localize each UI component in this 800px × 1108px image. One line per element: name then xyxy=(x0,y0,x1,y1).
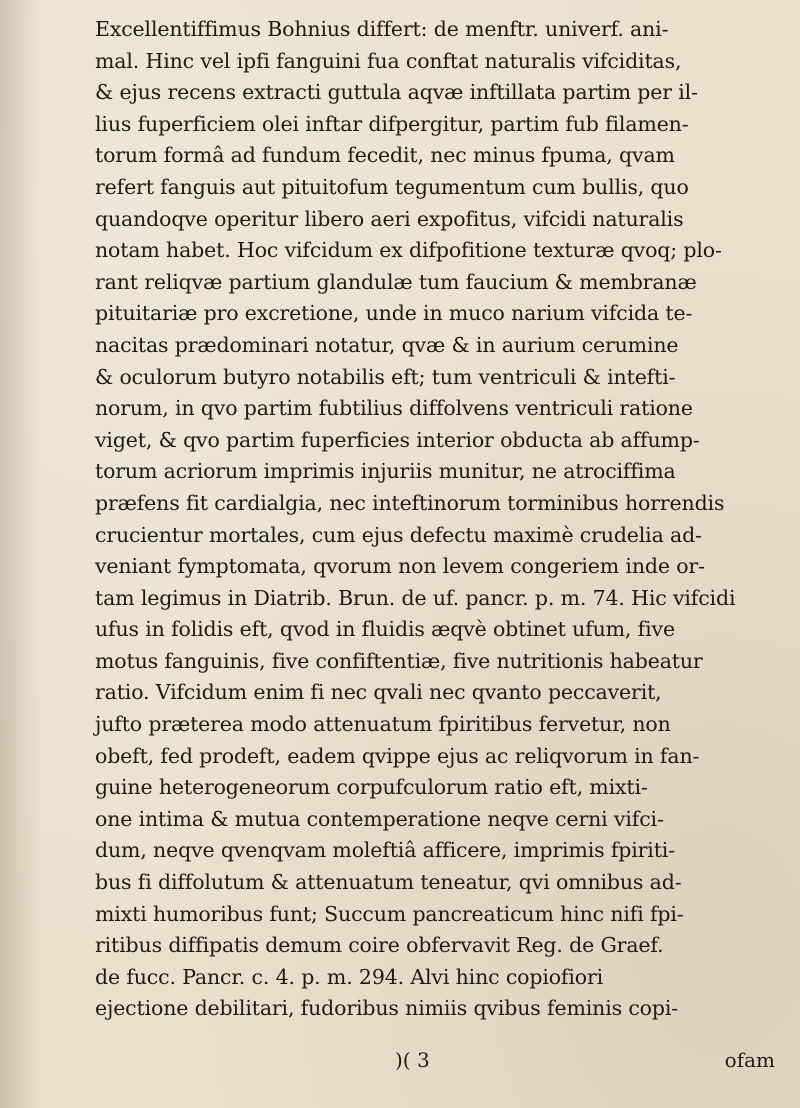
text-line: nacitas prædominari notatur, qvæ & in aurium cerumine xyxy=(95,332,679,357)
signature-mark: )( 3 xyxy=(395,1048,430,1072)
text-line: jufto præterea modo attenuatum fpiritibus fervetur, non xyxy=(95,712,671,737)
text-line: viget, & qvo partim fuperficies interior obducta ab affump- xyxy=(95,427,700,452)
text-line: torum formâ ad fundum fecedit, nec minus fpuma, qvam xyxy=(95,143,675,168)
body-text xyxy=(95,14,785,1025)
text-line: de fucc. Pancr. c. 4. p. m. 294. Alvi hinc copiofiori xyxy=(95,964,604,989)
text-line: mixti humoribus funt; Succum pancreaticum hinc nifi fpi- xyxy=(95,901,684,926)
text-line: mal. Hinc vel ipfi fanguini fua conftat naturalis vifciditas, xyxy=(95,48,682,73)
text-line: torum acriorum imprimis injuriis munitur, ne atrociffima xyxy=(95,459,676,484)
text-line: bus fi diffolutum & attenuatum teneatur, qvi omnibus ad- xyxy=(95,870,682,895)
text-line: & oculorum butyro notabilis eft; tum ventriculi & intefti- xyxy=(95,364,676,389)
text-line: guine heterogeneorum corpufculorum ratio eft, mixti- xyxy=(95,775,648,800)
catchword: ofam xyxy=(724,1048,775,1072)
text-line: & ejus recens extracti guttula aqvæ inftillata partim per il- xyxy=(95,80,698,105)
text-line: crucientur mortales, cum ejus defectu maximè crudelia ad- xyxy=(95,522,702,547)
text-line: ejectione debilitari, fudoribus nimiis qvibus feminis copi- xyxy=(95,996,679,1021)
text-line: tam legimus in Diatrib. Brun. de uf. pancr. p. m. 74. Hic vifcidi xyxy=(95,585,736,610)
text-line: one intima & mutua contemperatione neqve cerni vifci- xyxy=(95,806,664,831)
text-line: ratio. Vifcidum enim fi nec qvali nec qvanto peccaverit, xyxy=(95,680,662,705)
text-line: motus fanguinis, five confiftentiæ, five nutritionis habeatur xyxy=(95,648,703,673)
page-fold-shadow xyxy=(0,0,40,1108)
text-line: norum, in qvo partim fubtilius diffolvens ventriculi ratione xyxy=(95,396,693,421)
text-line: refert fanguis aut pituitofum tegumentum cum bullis, quo xyxy=(95,174,689,199)
text-line: lius fuperficiem olei inftar difpergitur, partim fub filamen- xyxy=(95,111,689,136)
text-line: pituitariæ pro excretione, unde in muco narium vifcida te- xyxy=(95,301,693,326)
text-line: quandoqve operitur libero aeri expofitus, vifcidi naturalis xyxy=(95,206,684,231)
text-line: rant reliqvæ partium glandulæ tum faucium & membranæ xyxy=(95,269,697,294)
text-line: notam habet. Hoc vifcidum ex difpofitione texturæ qvoq; plo- xyxy=(95,238,722,263)
page-footer xyxy=(95,1048,785,1080)
text-line: dum, neqve qvenqvam moleftiâ afficere, imprimis fpiriti- xyxy=(95,838,675,863)
text-line: præfens fit cardialgia, nec inteftinorum torminibus horrendis xyxy=(95,490,725,515)
text-line: ufus in folidis eft, qvod in fluidis æqvè obtinet ufum, five xyxy=(95,617,675,642)
text-line: Excellentiffimus Bohnius differt: de menftr. univerf. ani- xyxy=(95,17,669,41)
text-line: veniant fymptomata, qvorum non levem congeriem inde or- xyxy=(95,554,705,579)
text-line: obeft, fed prodeft, eadem qvippe ejus ac reliqvorum in fan- xyxy=(95,743,700,768)
text-line: ritibus diffipatis demum coire obfervavit Reg. de Graef. xyxy=(95,933,664,958)
